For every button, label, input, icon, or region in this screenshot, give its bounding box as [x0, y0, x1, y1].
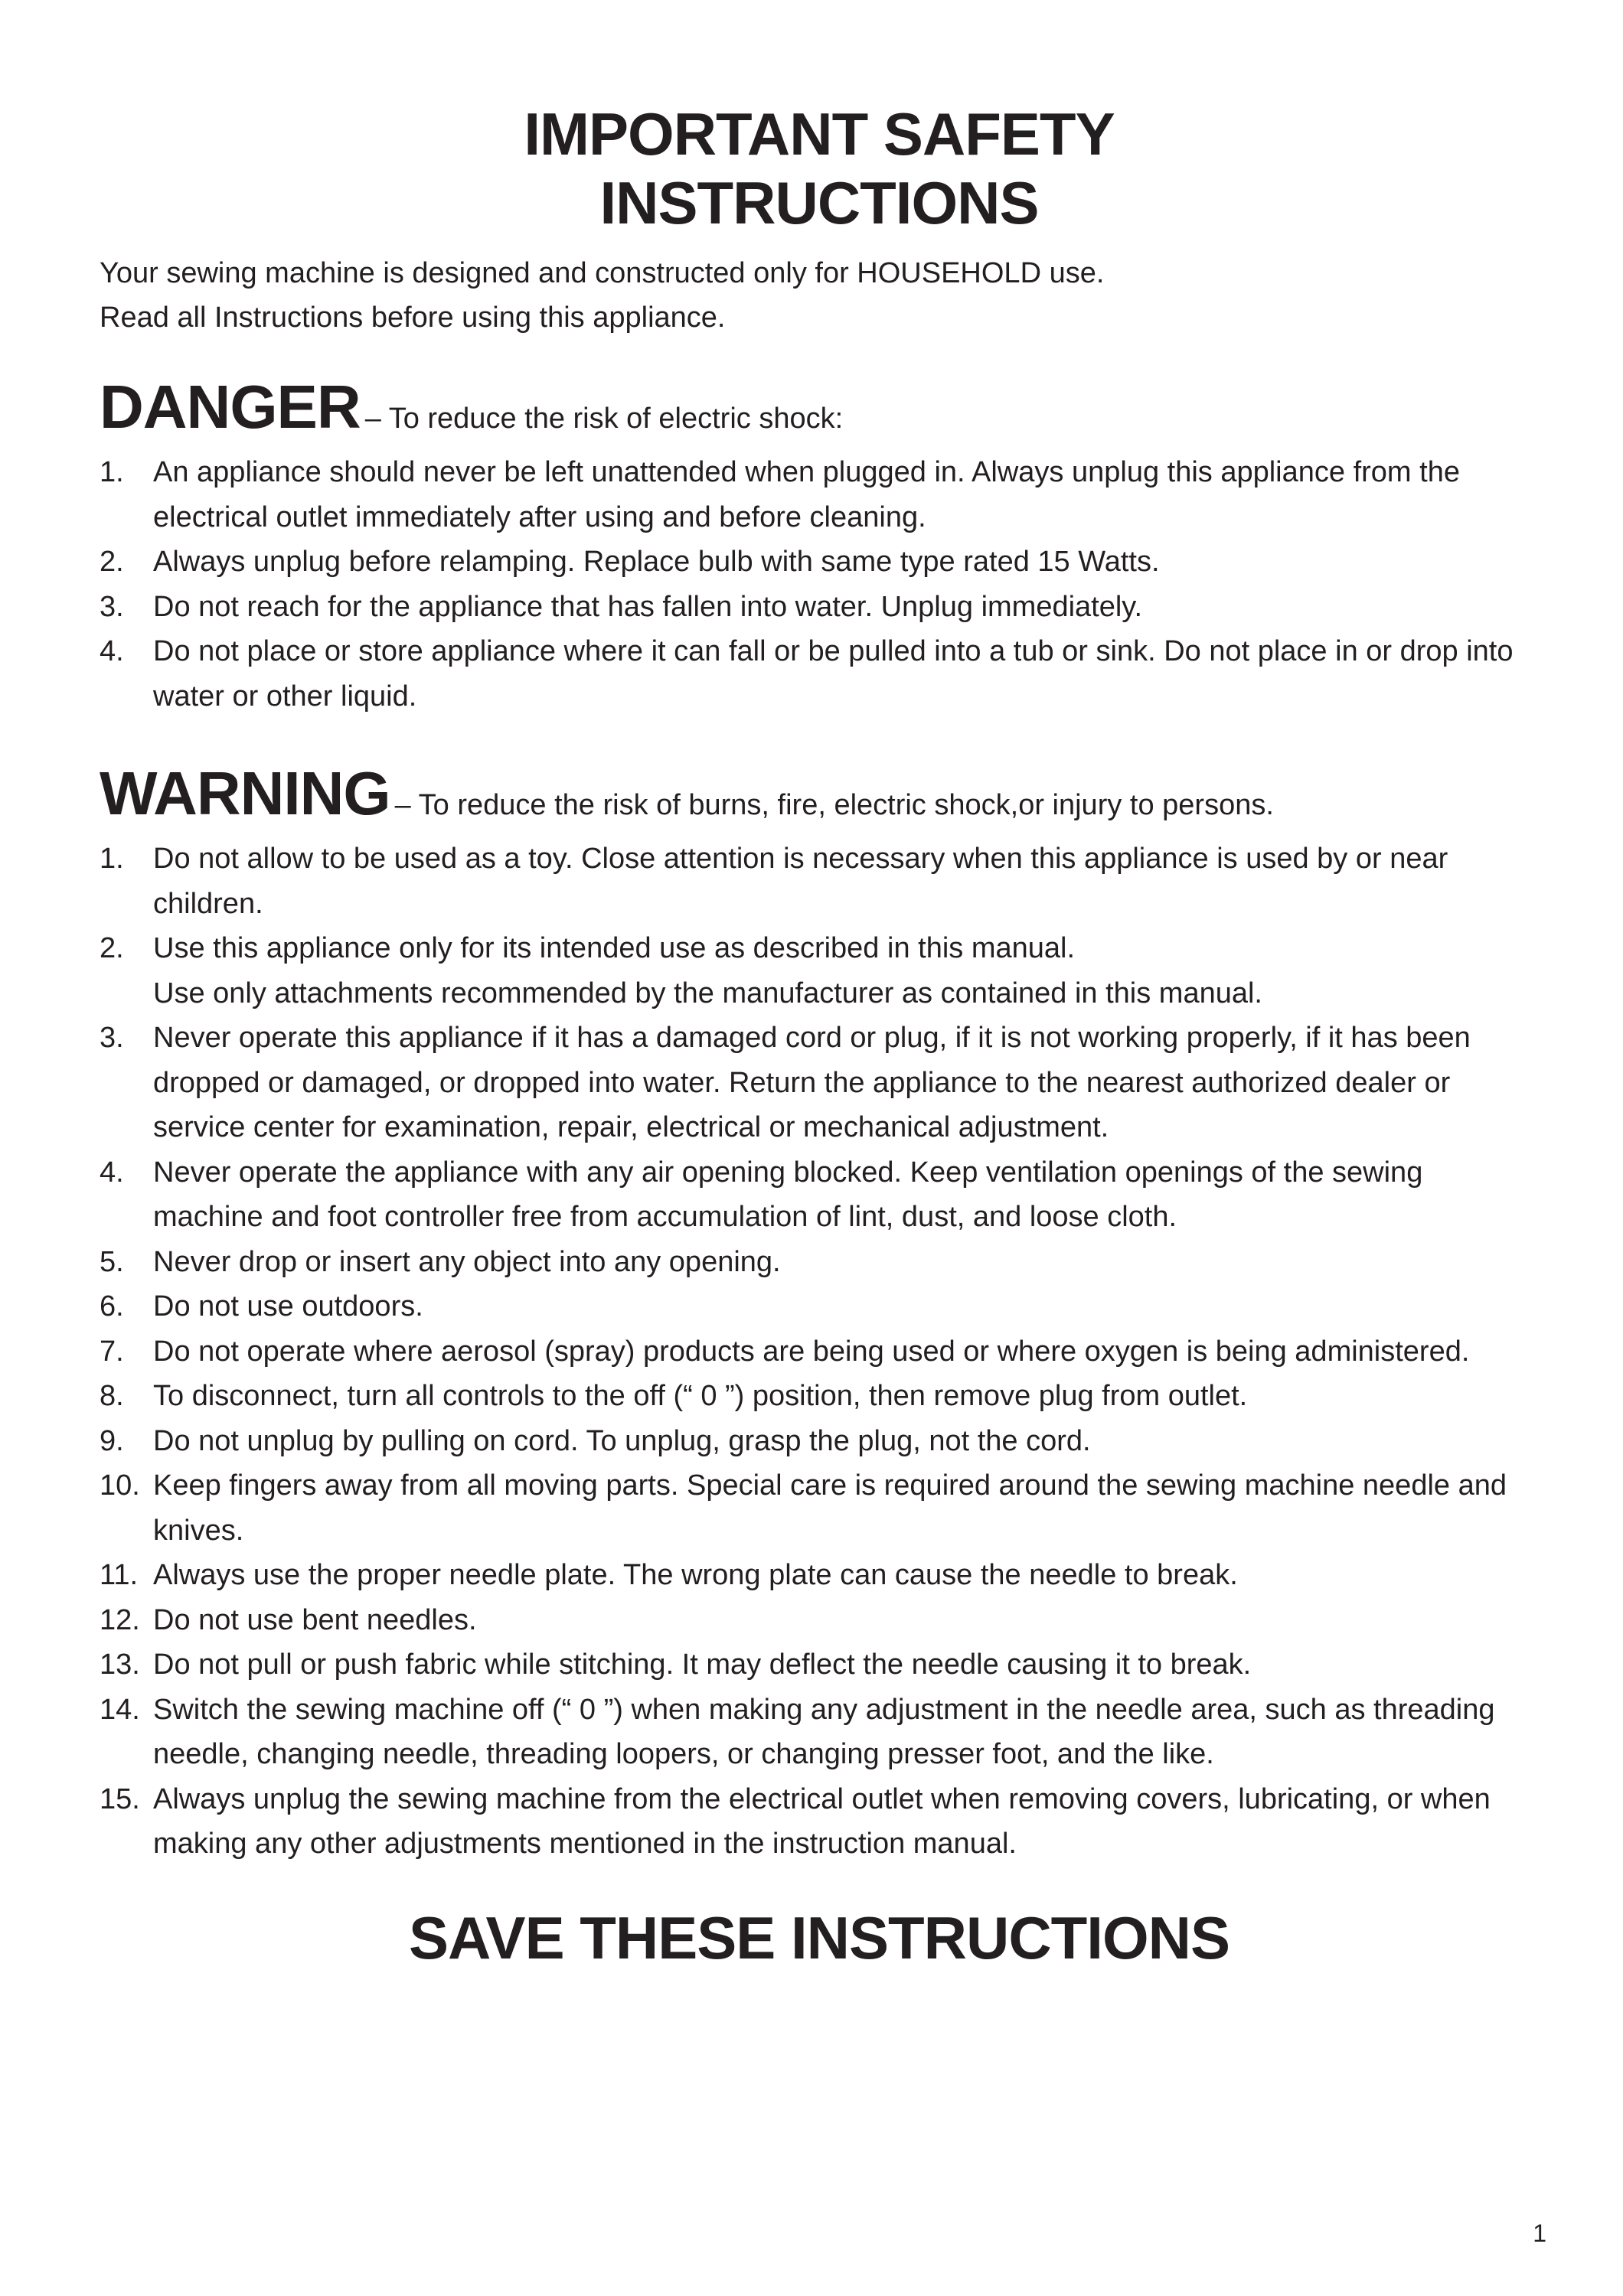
item-text: Always use the proper needle plate. The wrong plate can cause the needle to break. [153, 1559, 1238, 1591]
item-text: Do not operate where aerosol (spray) products are being used or where oxygen is being administered. [153, 1335, 1470, 1368]
list-item [100, 1150, 1539, 1240]
warning-title: WARNING [100, 759, 390, 827]
item-number: 1. [100, 843, 124, 875]
item-text: Do not unplug by pulling on cord. To unplug, grasp the plug, not the cord. [153, 1424, 1091, 1457]
item-text: Always unplug before relamping. Replace bulb with same type rated 15 Watts. [153, 546, 1160, 578]
list-item [100, 1329, 1539, 1375]
item-number: 2. [100, 932, 124, 964]
item-number: 7. [100, 1335, 124, 1368]
item-number: 9. [100, 1424, 124, 1457]
item-text: Never drop or insert any object into any opening. [153, 1245, 781, 1278]
item-number: 10. [100, 1469, 140, 1502]
list-item [100, 1419, 1539, 1464]
item-number: 4. [100, 1156, 124, 1189]
list-item [100, 1016, 1539, 1150]
page-number: 1 [1533, 2219, 1546, 2247]
list-item [100, 585, 1539, 630]
danger-title: DANGER [100, 373, 361, 441]
item-text: Do not place or store appliance where it can fall or be pulled into a tub or sink. Do not place in or drop into water or other liquid. [153, 635, 1514, 713]
item-number: 11. [100, 1559, 139, 1591]
item-text: An appliance should never be left unattended when plugged in. Always unplug this appliance from the electrical outlet immediately after using and before cleaning. [153, 456, 1460, 533]
item-text: Never operate this appliance if it has a damaged cord or plug, if it is not working properly, if it has been dropped or damaged, or dropped into water. Return the appliance to the nearest authorized dealer or service center for examination, repair, electrical or mechanical adjustment. [153, 1022, 1471, 1143]
list-item [100, 1374, 1539, 1419]
item-text: Use this appliance only for its intended use as described in this manual. Use only attachments recommended by the manufacturer as contained in this manual. [153, 932, 1262, 1009]
list-item [100, 1284, 1539, 1329]
intro-line: Your sewing machine is designed and constructed only for HOUSEHOLD use. [100, 257, 1105, 289]
item-number: 3. [100, 1022, 124, 1054]
list-item [100, 1598, 1539, 1643]
intro-line: Read all Instructions before using this appliance. [100, 302, 726, 334]
item-number: 12. [100, 1603, 140, 1636]
item-text: Always unplug the sewing machine from the electrical outlet when removing covers, lubricating, or when making any other adjustments mentioned in the instruction manual. [153, 1782, 1491, 1860]
list-item [100, 837, 1539, 926]
item-number: 3. [100, 590, 124, 623]
danger-list [100, 450, 1539, 719]
warning-list [100, 837, 1539, 1867]
list-item [100, 1688, 1539, 1777]
item-number: 4. [100, 635, 124, 667]
save-instructions-heading: SAVE THESE INSTRUCTIONS [408, 1903, 1229, 1971]
warning-subtitle: – To reduce the risk of burns, fire, electric shock,or injury to persons. [394, 789, 1274, 821]
danger-heading [100, 372, 1539, 442]
list-item [100, 540, 1539, 585]
item-number: 14. [100, 1693, 140, 1726]
item-number: 8. [100, 1380, 124, 1412]
item-text: Do not pull or push fabric while stitching. It may deflect the needle causing it to break. [153, 1649, 1252, 1681]
item-number: 13. [100, 1649, 140, 1681]
item-number: 1. [100, 456, 124, 488]
item-text: Do not reach for the appliance that has fallen into water. Unplug immediately. [153, 590, 1143, 623]
item-text: Keep fingers away from all moving parts. Special care is required around the sewing machine needle and knives. [153, 1469, 1507, 1547]
list-item [100, 1777, 1539, 1867]
item-text: To disconnect, turn all controls to the off (“ 0 ”) position, then remove plug from outlet. [153, 1380, 1248, 1412]
item-text: Do not use outdoors. [153, 1290, 423, 1322]
page-title-line2: INSTRUCTIONS [599, 169, 1039, 236]
item-number: 2. [100, 546, 124, 578]
item-text: Do not allow to be used as a toy. Close attention is necessary when this appliance is used by or near children. [153, 843, 1448, 920]
danger-subtitle: – To reduce the risk of electric shock: [364, 403, 844, 435]
item-text: Do not use bent needles. [153, 1603, 477, 1636]
page-title [100, 99, 1539, 237]
document-page [100, 99, 1539, 1973]
item-text: Switch the sewing machine off (“ 0 ”) when making any adjustment in the needle area, such as threading needle, changing needle, threading loopers, or changing presser foot, and the like. [153, 1693, 1495, 1770]
list-item [100, 1240, 1539, 1285]
page-title-line1: IMPORTANT SAFETY [524, 100, 1115, 168]
item-number: 5. [100, 1245, 124, 1278]
list-item [100, 1553, 1539, 1598]
item-number: 6. [100, 1290, 124, 1322]
warning-heading [100, 758, 1539, 829]
list-item [100, 450, 1539, 540]
list-item [100, 1463, 1539, 1553]
item-number: 15. [100, 1782, 140, 1815]
list-item [100, 629, 1539, 719]
item-text: Never operate the appliance with any air opening blocked. Keep ventilation openings of the sewing machine and foot controller free from accumulation of lint, dust, and loose cloth. [153, 1156, 1423, 1233]
list-item [100, 926, 1539, 1016]
list-item [100, 1642, 1539, 1688]
intro-text [100, 251, 1539, 340]
